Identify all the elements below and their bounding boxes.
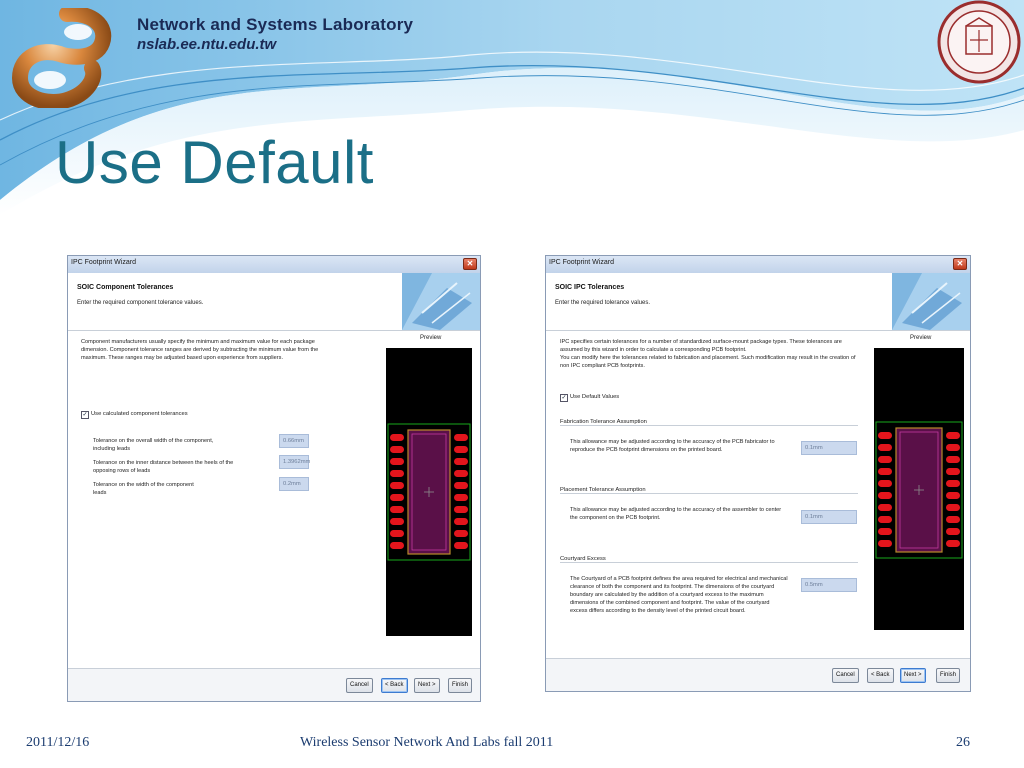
wizard-header	[546, 273, 970, 331]
use-default-values-checkbox[interactable]	[560, 394, 619, 402]
slide-number: 26	[956, 735, 970, 750]
footer-date: 2011/12/16	[26, 735, 90, 750]
cancel-button[interactable]: Cancel	[346, 678, 373, 693]
wizard-button-bar	[546, 658, 970, 691]
field-label: Tolerance on the overall width of the component, including leads	[93, 438, 214, 452]
footprint-preview	[874, 348, 964, 630]
section-text-fabrication: This allowance may be adjusted according to the accuracy of the PCB fabricator to reproduce the PCB footprint dimensions on the printed board.	[570, 439, 775, 453]
tolerance-overall-width-input[interactable]: 0.66mm	[279, 434, 309, 448]
field-label: Tolerance on the width of the component leads	[93, 482, 194, 496]
wizard-header	[68, 273, 480, 331]
window-title: IPC Footprint Wizard	[549, 259, 614, 266]
section-title-placement: Placement Tolerance Assumption	[560, 487, 858, 494]
back-button[interactable]: < Back	[381, 678, 408, 693]
section-title-fabrication: Fabrication Tolerance Assumption	[560, 419, 858, 426]
field-label: Tolerance on the inner distance between the heels of the opposing rows of leads	[93, 460, 234, 474]
soic-footprint-icon	[386, 348, 472, 636]
placement-tolerance-input[interactable]: 0.1mm	[801, 510, 857, 524]
title-bar[interactable]	[546, 256, 970, 274]
close-icon: ✕	[956, 259, 964, 268]
footprint-preview	[386, 348, 472, 636]
cancel-button[interactable]: Cancel	[832, 668, 859, 683]
footer-course-title: Wireless Sensor Network And Labs fall 2011	[300, 735, 554, 750]
wizard-description: Component manufacturers usually specify the minimum and maximum value for each package dimension. Component tolerance ranges are derived by subtracting the minimum value from the maximum. These ranges may be adjusted based upon experience from suppliers.	[81, 339, 319, 361]
wizard-subheading: Enter the required tolerance values.	[555, 300, 651, 306]
wizard-button-bar	[68, 668, 480, 701]
finish-button[interactable]: Finish	[448, 678, 472, 693]
wizard-window-component-tolerances	[67, 255, 481, 702]
lab-url: nslab.ee.ntu.edu.tw	[137, 36, 277, 53]
fabrication-tolerance-input[interactable]: 0.1mm	[801, 441, 857, 455]
wizard-heading: SOIC Component Tolerances	[77, 284, 174, 291]
next-button[interactable]: Next >	[900, 668, 926, 683]
wizard-subheading: Enter the required component tolerance values.	[77, 300, 204, 306]
window-title: IPC Footprint Wizard	[71, 259, 136, 266]
close-button[interactable]	[463, 258, 477, 270]
nslab-logo-icon	[12, 8, 112, 108]
university-seal-icon	[934, 0, 1024, 90]
wizard-heading: SOIC IPC Tolerances	[555, 284, 625, 291]
checkbox-label: Use calculated component tolerances	[91, 411, 188, 417]
section-text-placement: This allowance may be adjusted according to the accuracy of the assembler to center the component on the PCB footprint.	[570, 507, 782, 521]
section-title-courtyard: Courtyard Excess	[560, 556, 858, 563]
tolerance-lead-width-input[interactable]: 0.2mm	[279, 477, 309, 491]
close-icon: ✕	[466, 259, 474, 268]
wizard-banner-icon	[402, 273, 480, 330]
preview-label: Preview	[420, 335, 442, 341]
finish-button[interactable]: Finish	[936, 668, 960, 683]
soic-footprint-icon	[874, 348, 964, 630]
use-calculated-tolerances-checkbox[interactable]	[81, 411, 188, 419]
checkmark-icon: ✓	[561, 395, 567, 401]
close-button[interactable]	[953, 258, 967, 270]
title-bar[interactable]	[68, 256, 480, 274]
courtyard-excess-input[interactable]: 0.5mm	[801, 578, 857, 592]
wizard-window-ipc-tolerances	[545, 255, 971, 692]
wizard-banner-icon	[892, 273, 970, 330]
next-button[interactable]: Next >	[414, 678, 440, 693]
lab-name: Network and Systems Laboratory	[137, 15, 414, 34]
slide-title: Use Default	[55, 129, 374, 196]
checkbox-label: Use Default Values	[570, 394, 620, 400]
section-text-courtyard: The Courtyard of a PCB footprint defines the area required for electrical and mechanical clearance of both the component and its footprint. The dimensions of the courtyard boundary are calculated by the addition of a courtyard excess to the maximum dimensions of the combined component and footprint. The value of the courtyard excess differs according to the density level of the printed circuit board.	[570, 576, 788, 614]
wizard-description-2: You can modify here the tolerances related to fabrication and placement. Such modification may result in the creation of non IPC compliant PCB footprints.	[560, 355, 856, 369]
tolerance-inner-distance-input[interactable]: 1.3962mm	[279, 455, 309, 469]
checkmark-icon: ✓	[82, 412, 88, 418]
back-button[interactable]: < Back	[867, 668, 894, 683]
preview-label: Preview	[910, 335, 932, 341]
wizard-description-1: IPC specifies certain tolerances for a number of standardized surface-mount package types. These tolerances are assumed by this wizard in order to calculate a corresponding PCB footprint.	[560, 339, 842, 353]
